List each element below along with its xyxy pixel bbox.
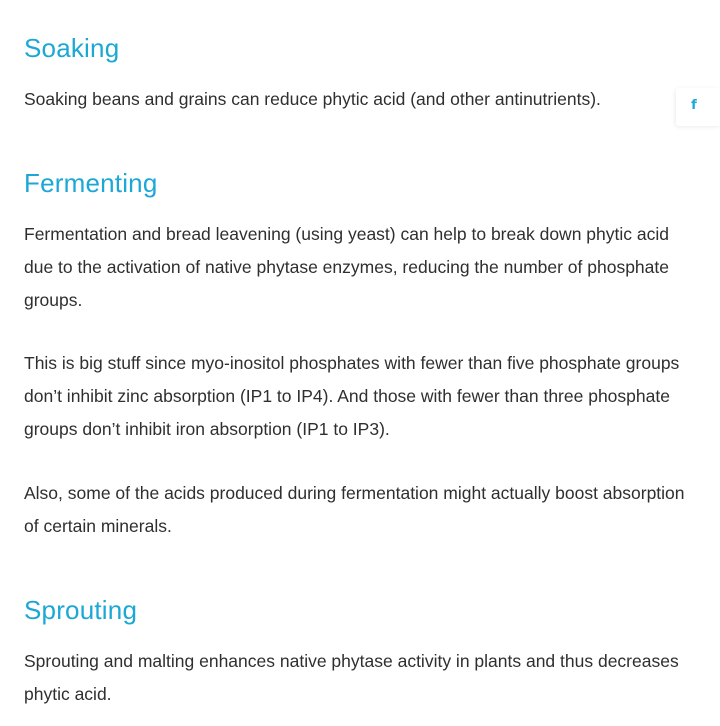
paragraph-sprouting: Sprouting and malting enhances native phytase activity in plants and thus decreases phytic acid.	[24, 651, 679, 704]
paragraph-soaking: Soaking beans and grains can reduce phytic acid (and other antinutrients).	[24, 89, 601, 109]
facebook-share-button[interactable]	[688, 98, 700, 114]
section-heading-sprouting: Sprouting	[24, 595, 138, 625]
social-share-bar	[676, 88, 720, 126]
paragraph-fermenting-2: This is big stuff since myo-inositol phosphates with fewer than five phosphate groups don’t inhibit zinc absorption (IP1 to IP4). And those with fewer than three phosphate groups don’t inhibit iron absorption (IP1 to IP3).	[24, 353, 680, 439]
section-heading-fermenting: Fermenting	[24, 168, 158, 198]
paragraph-fermenting-1: Fermentation and bread leavening (using yeast) can help to break down phytic acid due to the activation of native phytase enzymes, reducing the number of phosphate groups.	[24, 224, 669, 310]
paragraph-fermenting-3: Also, some of the acids produced during fermentation might actually boost absorption of certain minerals.	[24, 483, 685, 536]
section-heading-soaking: Soaking	[24, 33, 120, 63]
facebook-icon: f	[691, 98, 697, 113]
